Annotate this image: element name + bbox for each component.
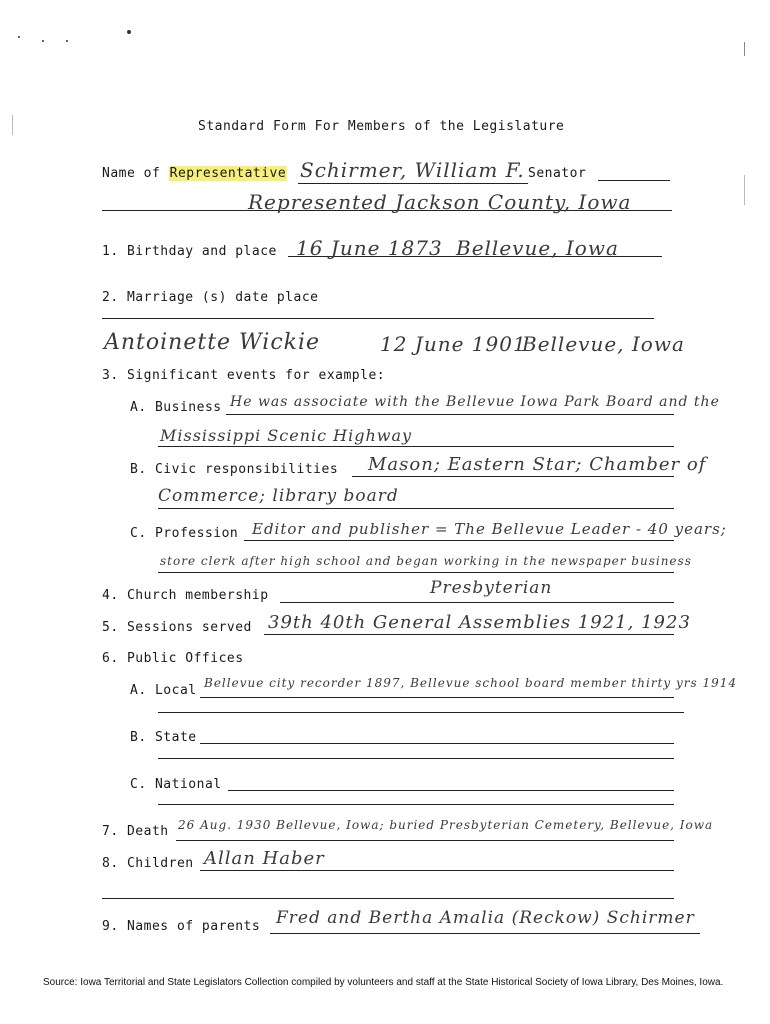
name-label	[102, 166, 287, 181]
death-line	[176, 840, 674, 841]
represented-county: Represented Jackson County, Iowa	[248, 190, 632, 214]
profession-label: C. Profession	[130, 526, 239, 541]
church-label: 4. Church membership	[102, 588, 269, 603]
local-office-value: Bellevue city recorder 1897, Bellevue school board member thirty yrs 1914	[204, 676, 738, 690]
local-office-line-2	[158, 712, 684, 713]
profession-line-1	[244, 540, 674, 541]
state-office-line-1	[200, 743, 674, 744]
national-office-line-2	[158, 804, 674, 805]
birthday-label: 1. Birthday and place	[102, 244, 277, 259]
parents-line	[270, 933, 700, 934]
death-label: 7. Death	[102, 824, 169, 839]
local-office-label: A. Local	[130, 683, 197, 698]
parents-label: 9. Names of parents	[102, 919, 261, 934]
marriage-line	[102, 318, 654, 319]
civic-line-2	[158, 508, 674, 509]
civic-label: B. Civic responsibilities	[130, 462, 339, 477]
marriage-label: 2. Marriage (s) date place	[102, 290, 319, 305]
children-line-2	[102, 898, 674, 899]
profession-line-2	[158, 572, 674, 573]
scan-speck	[42, 40, 44, 42]
name-line	[298, 183, 528, 184]
senator-line	[598, 180, 670, 181]
scan-edge-mark	[12, 115, 13, 135]
children-value: Allan Haber	[204, 848, 325, 869]
children-line-1	[200, 870, 674, 871]
profession-text-1: Editor and publisher = The Bellevue Leader - 40 years;	[252, 520, 727, 538]
profession-text-2: store clerk after high school and began working in the newspaper business	[160, 554, 692, 568]
marriage-place: Bellevue, Iowa	[522, 332, 685, 356]
offices-label: 6. Public Offices	[102, 651, 244, 666]
scan-speck	[18, 36, 20, 38]
representative-label: Representative	[169, 166, 287, 181]
scan-edge-mark	[744, 42, 745, 56]
civic-text-1: Mason; Eastern Star; Chamber of	[368, 454, 707, 475]
name-label-prefix: Name of	[102, 166, 169, 181]
scan-edge-mark	[744, 175, 745, 205]
national-office-line-1	[228, 790, 674, 791]
spouse-name: Antoinette Wickie	[104, 330, 321, 355]
birthday-place: Bellevue, Iowa	[456, 236, 619, 260]
events-label: 3. Significant events for example:	[102, 368, 386, 383]
scan-speck	[66, 40, 68, 42]
sessions-value: 39th 40th General Assemblies 1921, 1923	[268, 612, 691, 633]
state-office-line-2	[158, 758, 674, 759]
form-title: Standard Form For Members of the Legislature	[198, 119, 565, 134]
death-value: 26 Aug. 1930 Bellevue, Iowa; buried Presbyterian Cemetery, Bellevue, Iowa	[178, 818, 714, 832]
marriage-date: 12 June 1901	[380, 332, 527, 356]
national-office-label: C. National	[130, 777, 222, 792]
sessions-label: 5. Sessions served	[102, 620, 252, 635]
business-line-2	[158, 446, 674, 447]
local-office-line-1	[200, 697, 674, 698]
birthday-date: 16 June 1873	[296, 236, 443, 260]
source-caption: Source: Iowa Territorial and State Legislators Collection compiled by volunteers and staff at the State Historical Society of Iowa Library, Des Moines, Iowa.	[43, 977, 724, 988]
children-label: 8. Children	[102, 856, 194, 871]
sessions-line	[264, 634, 674, 635]
church-value: Presbyterian	[430, 578, 553, 598]
church-line	[280, 602, 674, 603]
civic-text-2: Commerce; library board	[158, 486, 399, 506]
representative-name: Schirmer, William F.	[300, 158, 525, 182]
parents-value: Fred and Bertha Amalia (Reckow) Schirmer	[276, 908, 695, 928]
business-text-2: Mississippi Scenic Highway	[160, 426, 413, 445]
business-line-1	[226, 414, 674, 415]
senator-label: Senator	[528, 166, 587, 181]
business-text-1: He was associate with the Bellevue Iowa Park Board and the	[230, 394, 720, 410]
scan-speck	[127, 30, 131, 34]
business-label: A. Business	[130, 400, 222, 415]
civic-line-1	[352, 476, 674, 477]
state-office-label: B. State	[130, 730, 197, 745]
